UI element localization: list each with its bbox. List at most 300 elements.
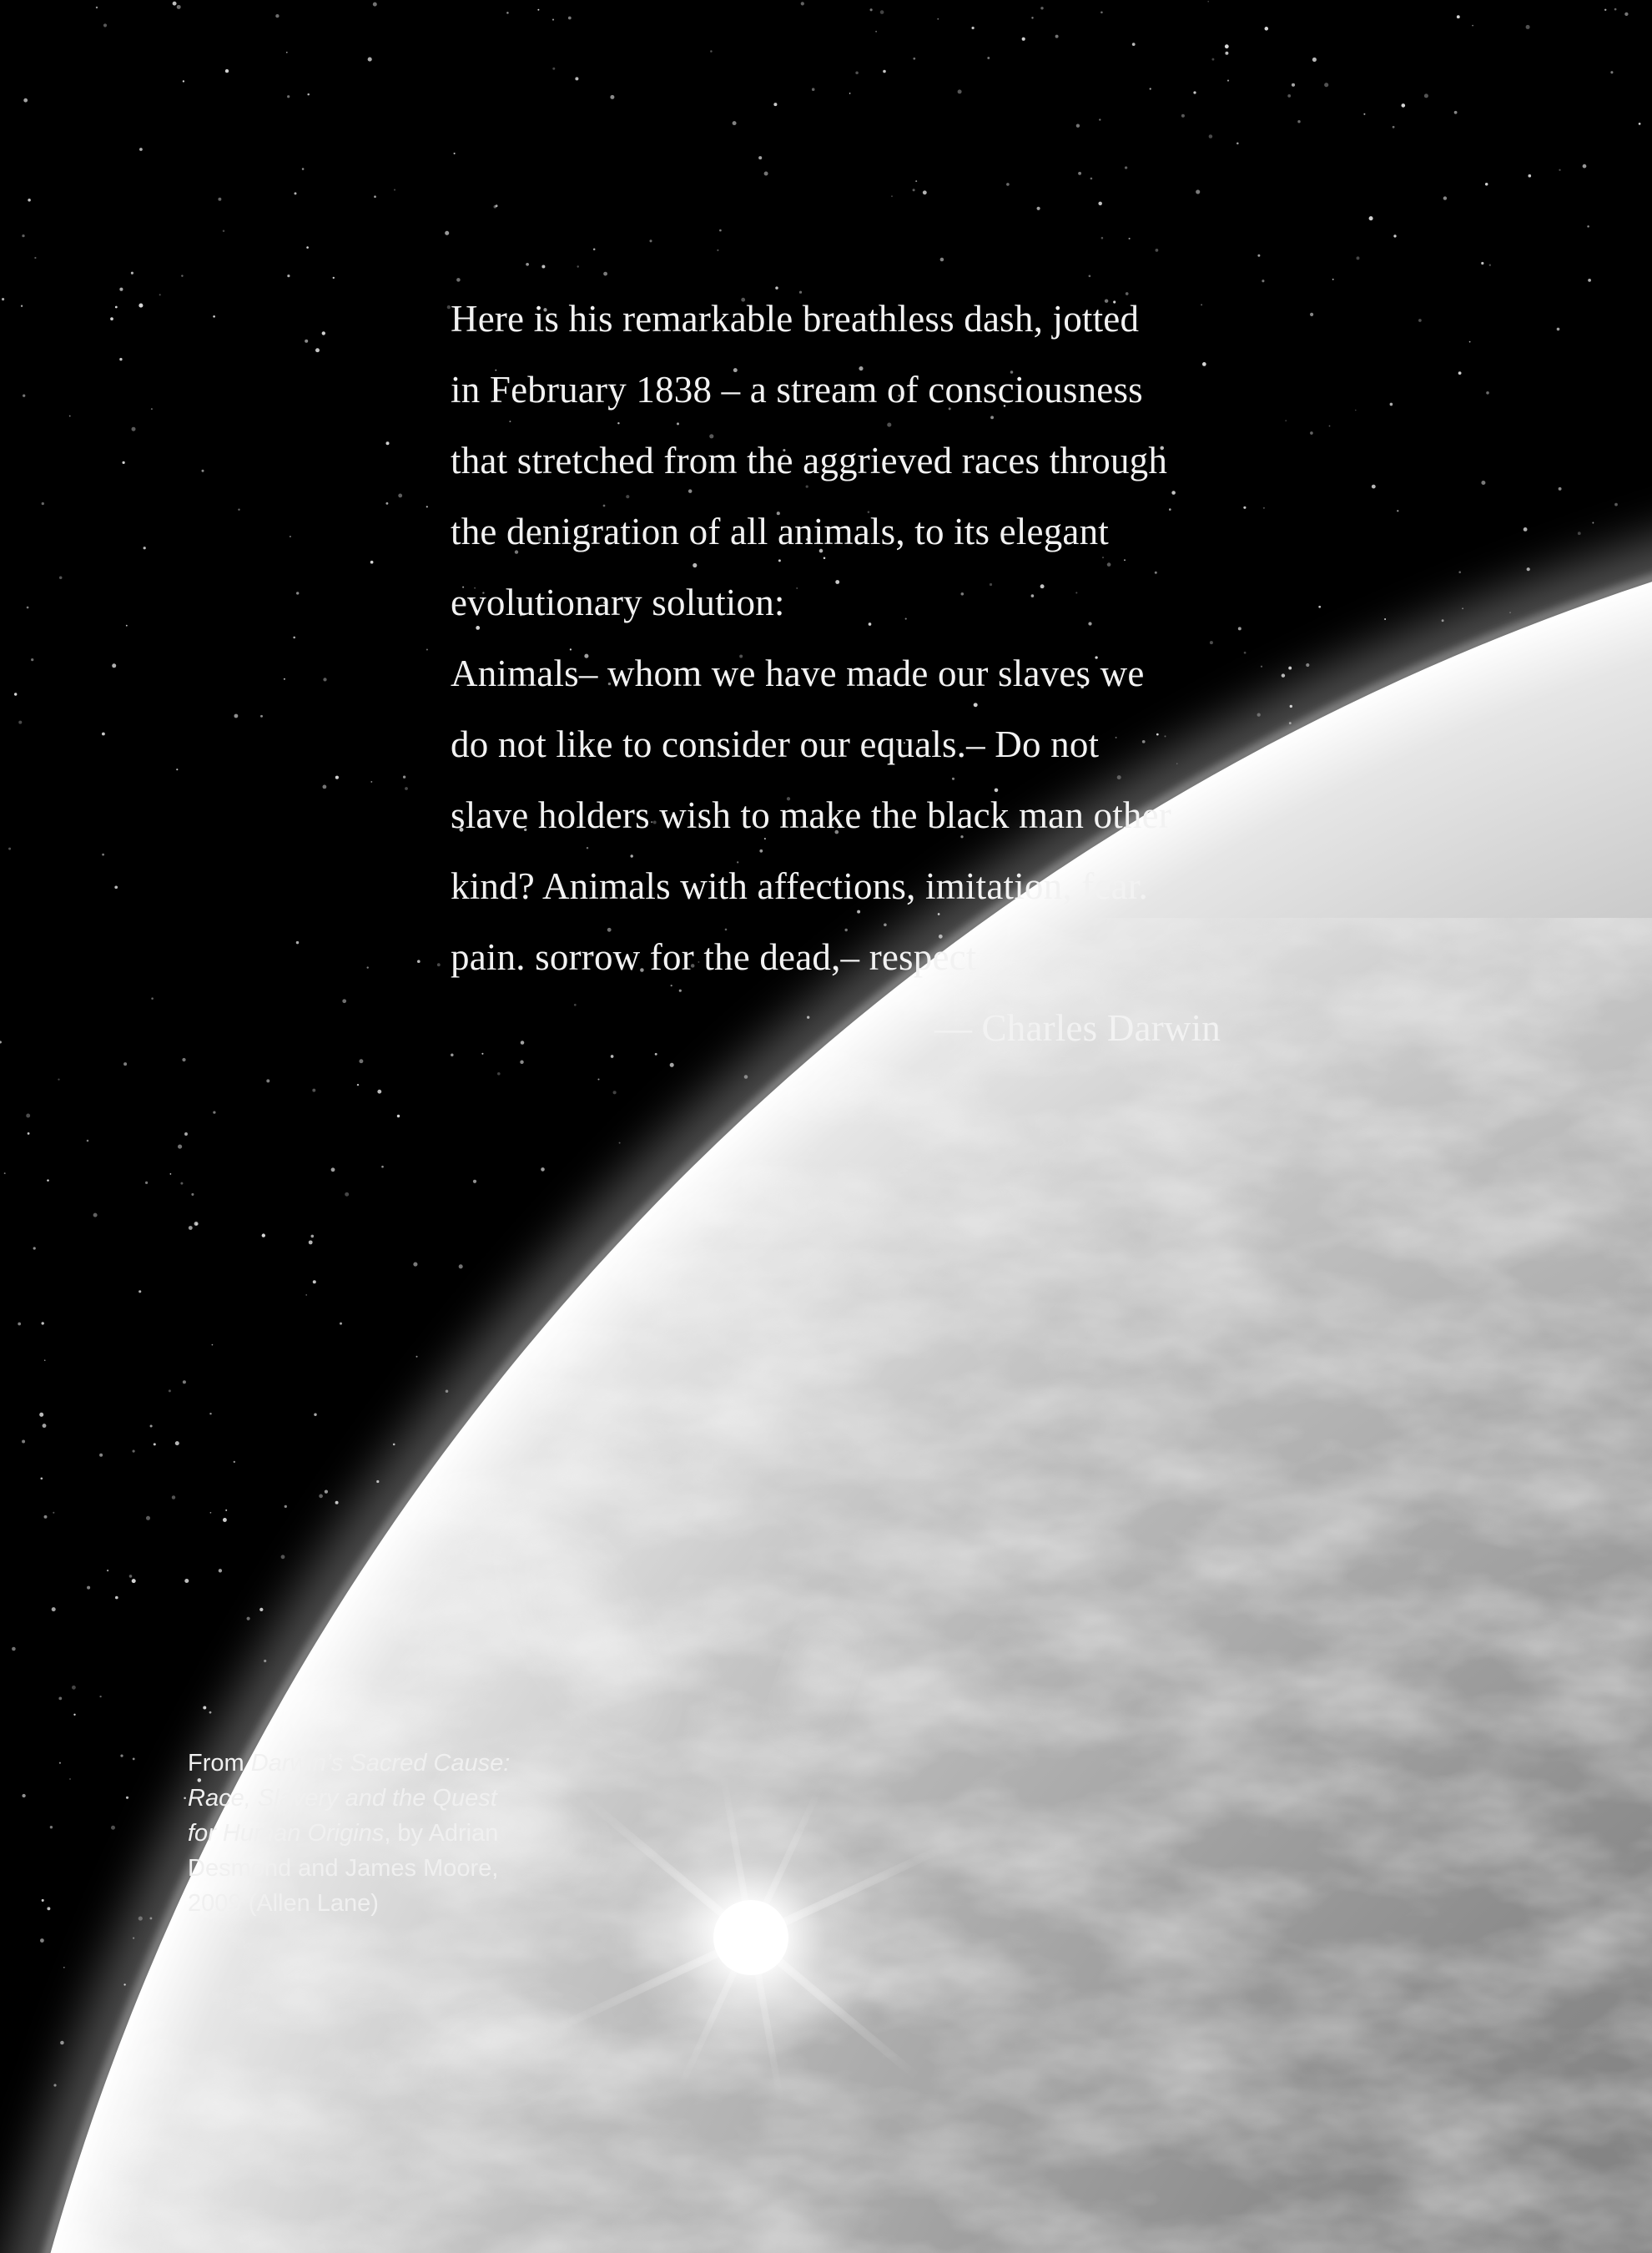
- star: [18, 721, 22, 724]
- star: [1261, 666, 1262, 668]
- star: [1225, 44, 1229, 48]
- star: [377, 1090, 381, 1094]
- star: [87, 1586, 90, 1590]
- star: [247, 1617, 250, 1620]
- star: [342, 999, 346, 1003]
- star: [1090, 178, 1093, 180]
- star: [223, 1518, 227, 1522]
- star: [1181, 114, 1185, 118]
- star: [22, 1440, 25, 1444]
- star: [1227, 80, 1229, 82]
- star: [314, 1413, 316, 1415]
- star: [1481, 262, 1483, 265]
- star: [40, 1938, 44, 1943]
- star: [1022, 38, 1025, 41]
- star: [1078, 172, 1081, 175]
- star: [1225, 52, 1228, 55]
- star: [313, 1280, 316, 1283]
- star: [1372, 485, 1376, 489]
- star: [175, 1441, 179, 1445]
- quote-text-line: pain. sorrow for the dead,– respect: [451, 936, 977, 978]
- star: [238, 509, 239, 511]
- star: [286, 52, 288, 53]
- star: [913, 58, 915, 60]
- star: [173, 2, 177, 6]
- star: [370, 561, 374, 564]
- star: [456, 278, 461, 282]
- source-authors-part: , by Adrian: [384, 1820, 499, 1847]
- quote-text-line: do not like to consider our equals.– Do not: [451, 723, 1100, 765]
- star: [426, 649, 428, 651]
- star: [1318, 606, 1321, 608]
- star: [416, 1356, 418, 1358]
- star: [1287, 94, 1291, 98]
- star: [122, 461, 124, 464]
- star: [281, 1555, 285, 1559]
- star: [293, 637, 295, 639]
- star: [139, 148, 143, 151]
- star: [1397, 510, 1398, 512]
- star: [1559, 487, 1562, 491]
- star: [1285, 420, 1287, 421]
- star: [69, 1778, 71, 1780]
- star: [1312, 58, 1317, 62]
- star: [115, 1596, 118, 1600]
- star: [225, 1510, 227, 1511]
- star: [891, 195, 893, 197]
- star: [958, 89, 962, 93]
- star: [110, 317, 113, 320]
- star: [262, 1233, 265, 1237]
- star: [1244, 652, 1247, 654]
- star: [40, 1477, 43, 1479]
- star: [1485, 183, 1488, 185]
- star: [93, 1213, 98, 1217]
- quote-intro-line: evolutionary solution:: [451, 582, 785, 623]
- star: [44, 1515, 48, 1519]
- star: [417, 960, 421, 963]
- star: [31, 658, 33, 661]
- star: [1390, 403, 1393, 406]
- star: [1297, 120, 1300, 123]
- star: [22, 1794, 25, 1797]
- source-credit-line: [188, 1746, 580, 1781]
- source-credit-line: [188, 1781, 580, 1816]
- star: [183, 80, 184, 82]
- source-credit-line: 2009 (Allen Lane): [188, 1890, 379, 1917]
- star: [1332, 279, 1334, 280]
- star: [1236, 143, 1239, 145]
- star: [285, 1505, 287, 1508]
- star: [719, 229, 722, 232]
- star: [758, 156, 762, 159]
- star: [1614, 503, 1618, 507]
- star: [315, 348, 320, 352]
- star: [1624, 13, 1628, 16]
- star: [568, 17, 572, 20]
- star: [367, 966, 369, 968]
- star: [1486, 391, 1489, 395]
- star: [552, 19, 554, 21]
- star: [159, 294, 161, 295]
- star: [218, 198, 221, 201]
- star: [370, 781, 372, 783]
- star: [191, 1193, 194, 1196]
- star: [1292, 83, 1295, 87]
- star: [102, 733, 105, 736]
- star: [1031, 17, 1033, 18]
- quote-intro-line: the denigration of all animals, to its elegant: [451, 511, 1109, 552]
- star: [405, 787, 408, 790]
- darwin-quote: [451, 284, 1235, 1064]
- star: [287, 275, 290, 277]
- star: [649, 239, 652, 242]
- star: [1265, 27, 1269, 31]
- star: [223, 230, 225, 233]
- star: [345, 1192, 349, 1197]
- star: [1099, 118, 1100, 120]
- star: [1588, 279, 1591, 282]
- star: [987, 57, 990, 59]
- star: [183, 1380, 186, 1384]
- star: [494, 205, 497, 209]
- star: [1454, 111, 1458, 114]
- star: [923, 190, 927, 194]
- star: [123, 1062, 127, 1066]
- star: [169, 1389, 171, 1392]
- star: [1207, 1, 1209, 3]
- star: [99, 1696, 101, 1697]
- star: [178, 1145, 182, 1149]
- star: [119, 358, 122, 360]
- star: [209, 1413, 211, 1414]
- star: [870, 8, 873, 11]
- star: [335, 776, 339, 779]
- star: [1639, 123, 1641, 125]
- star: [812, 88, 815, 91]
- star: [1578, 532, 1581, 535]
- star: [309, 1240, 313, 1244]
- star: [710, 50, 713, 53]
- star: [1238, 627, 1242, 630]
- star: [58, 1697, 62, 1701]
- star: [33, 1247, 36, 1249]
- star: [394, 189, 395, 191]
- star: [764, 172, 768, 176]
- quote-text-line: Animals– whom we have made our slaves we: [451, 653, 1145, 694]
- star: [210, 1512, 212, 1514]
- star: [290, 536, 291, 537]
- star: [855, 72, 859, 75]
- star: [1355, 410, 1357, 411]
- star: [1150, 88, 1151, 89]
- star: [295, 192, 297, 194]
- star: [397, 1115, 400, 1117]
- star: [1156, 249, 1159, 252]
- star: [880, 10, 884, 14]
- star: [1006, 183, 1010, 186]
- star: [413, 1263, 417, 1267]
- star: [913, 189, 915, 191]
- star: [96, 7, 98, 8]
- star: [132, 427, 136, 431]
- star: [1424, 93, 1428, 98]
- star: [1037, 207, 1040, 210]
- star: [305, 1294, 307, 1296]
- star: [325, 1489, 328, 1493]
- star: [506, 12, 509, 14]
- star: [1369, 216, 1373, 220]
- star: [133, 1758, 135, 1761]
- star: [1257, 255, 1260, 257]
- book-title-part: for Human Origins: [188, 1820, 385, 1847]
- star: [733, 121, 737, 125]
- star: [381, 1166, 384, 1168]
- star: [1481, 481, 1485, 485]
- star: [1196, 189, 1200, 194]
- star: [1457, 15, 1460, 18]
- star: [26, 1114, 30, 1118]
- star: [1100, 11, 1103, 13]
- star: [180, 1182, 183, 1185]
- star: [437, 963, 441, 966]
- star: [385, 502, 388, 505]
- star: [398, 493, 402, 497]
- star: [202, 470, 204, 472]
- star: [1262, 280, 1264, 282]
- star: [59, 577, 63, 580]
- star: [132, 1579, 136, 1583]
- star: [575, 77, 578, 80]
- star: [139, 1290, 141, 1293]
- star: [23, 395, 25, 397]
- star: [773, 103, 777, 106]
- star: [133, 1450, 135, 1453]
- star: [1489, 265, 1491, 266]
- star: [577, 265, 578, 267]
- star: [302, 168, 305, 170]
- star: [613, 1091, 617, 1094]
- star: [44, 1359, 46, 1361]
- star: [1310, 313, 1313, 316]
- star: [385, 441, 389, 445]
- star: [114, 885, 118, 889]
- star: [1458, 571, 1461, 573]
- star: [184, 1579, 189, 1583]
- star: [47, 1179, 49, 1182]
- star: [1610, 71, 1613, 73]
- star: [306, 246, 309, 249]
- star: [213, 1111, 215, 1113]
- star: [176, 769, 178, 770]
- star: [1209, 134, 1213, 139]
- star: [322, 331, 325, 335]
- star: [1614, 8, 1617, 11]
- star: [473, 1180, 476, 1183]
- star: [42, 502, 44, 505]
- star: [1583, 164, 1587, 169]
- star: [1401, 103, 1405, 108]
- star: [119, 288, 123, 291]
- star: [323, 678, 326, 681]
- star: [28, 199, 31, 202]
- star: [144, 547, 146, 549]
- star: [28, 1132, 30, 1135]
- star: [296, 941, 299, 944]
- star: [597, 1078, 599, 1080]
- star: [801, 2, 804, 5]
- star: [1101, 237, 1104, 239]
- star: [107, 1570, 108, 1571]
- star: [1040, 7, 1043, 9]
- star: [120, 1754, 123, 1757]
- star: [454, 153, 456, 154]
- star: [1132, 43, 1136, 46]
- star: [1528, 174, 1531, 178]
- star: [459, 1264, 463, 1268]
- star: [189, 1226, 193, 1230]
- star: [131, 272, 133, 275]
- star: [266, 1079, 269, 1082]
- star: [310, 1235, 314, 1238]
- star: [99, 1454, 103, 1457]
- star: [1098, 202, 1102, 206]
- star: [58, 1078, 59, 1080]
- star: [260, 715, 263, 718]
- star: [357, 1084, 359, 1086]
- star: [403, 776, 405, 779]
- book-title-part: Race, Slavery and the Quest: [188, 1785, 497, 1812]
- star: [102, 854, 104, 856]
- star: [145, 1182, 148, 1184]
- star: [374, 195, 376, 198]
- star: [2, 298, 4, 300]
- source-credit: [188, 1746, 580, 1921]
- star: [1472, 25, 1473, 27]
- star: [111, 1826, 115, 1830]
- star: [87, 1140, 89, 1142]
- star: [146, 1516, 150, 1520]
- star: [129, 1575, 133, 1578]
- star: [340, 1323, 342, 1325]
- star: [22, 234, 24, 237]
- star: [115, 306, 118, 309]
- star: [172, 1495, 175, 1499]
- star: [52, 1607, 56, 1611]
- quote-text-line: slave holders wish to make the black man other: [451, 794, 1171, 836]
- star: [1310, 431, 1313, 435]
- star: [1526, 25, 1530, 29]
- star: [319, 1494, 323, 1499]
- star: [445, 231, 449, 235]
- star: [23, 98, 28, 103]
- star: [971, 27, 974, 29]
- star: [150, 1424, 153, 1427]
- star: [151, 408, 153, 410]
- star: [541, 265, 545, 268]
- quote-intro-line: Here is his remarkable breathless dash, jotted: [451, 298, 1140, 340]
- star: [154, 1443, 156, 1445]
- star: [18, 1323, 21, 1326]
- star: [1524, 527, 1528, 532]
- star: [1211, 58, 1214, 61]
- star: [603, 272, 607, 276]
- star: [14, 693, 17, 695]
- star: [619, 1142, 621, 1144]
- star: [1557, 328, 1560, 331]
- star: [552, 68, 555, 70]
- star: [1443, 196, 1447, 199]
- star: [915, 180, 917, 182]
- star: [219, 1569, 222, 1572]
- star: [1076, 124, 1080, 128]
- star: [1393, 234, 1396, 237]
- star: [50, 1826, 53, 1828]
- star: [1393, 126, 1395, 129]
- star: [63, 1967, 65, 1968]
- star: [1193, 91, 1196, 93]
- star: [1263, 507, 1265, 509]
- star: [184, 1132, 188, 1136]
- star: [1559, 169, 1560, 171]
- star: [151, 997, 154, 1000]
- star: [181, 275, 183, 276]
- quote-intro-line: in February 1838 – a stream of consciousness: [451, 369, 1143, 411]
- star: [593, 248, 596, 250]
- star: [72, 1686, 76, 1690]
- star: [8, 848, 11, 850]
- star: [541, 1167, 545, 1172]
- star: [1324, 83, 1328, 87]
- star: [43, 1424, 47, 1428]
- star: [126, 625, 128, 627]
- star: [212, 1344, 214, 1346]
- star: [537, 9, 539, 11]
- star: [1125, 166, 1127, 169]
- star: [225, 69, 229, 73]
- star: [42, 1899, 44, 1902]
- star: [1418, 319, 1422, 322]
- star: [182, 1058, 185, 1061]
- star: [12, 1647, 16, 1651]
- star: [497, 1072, 501, 1076]
- book-title-part: Darwin’s Sacred Cause:: [250, 1750, 511, 1777]
- star: [875, 31, 877, 33]
- star: [21, 305, 23, 307]
- star: [234, 1461, 235, 1463]
- quote-text-line: kind? Animals with affections, imitation, fear.: [451, 865, 1148, 907]
- star: [307, 93, 310, 96]
- source-credit-line: Desmond and James Moore,: [188, 1855, 499, 1882]
- star: [1363, 113, 1365, 115]
- star: [213, 315, 215, 318]
- star: [1089, 275, 1091, 277]
- star: [34, 257, 36, 259]
- star: [1469, 341, 1471, 343]
- star: [1587, 225, 1589, 228]
- star: [526, 263, 529, 266]
- star: [359, 1059, 363, 1063]
- star: [426, 506, 428, 507]
- star: [39, 1413, 43, 1417]
- star: [177, 5, 181, 9]
- quote-intro-line: that stretched from the aggrieved races through: [451, 440, 1168, 481]
- star: [333, 277, 335, 279]
- star: [1329, 426, 1331, 427]
- star: [73, 1714, 75, 1716]
- star: [275, 14, 279, 18]
- star: [69, 416, 71, 417]
